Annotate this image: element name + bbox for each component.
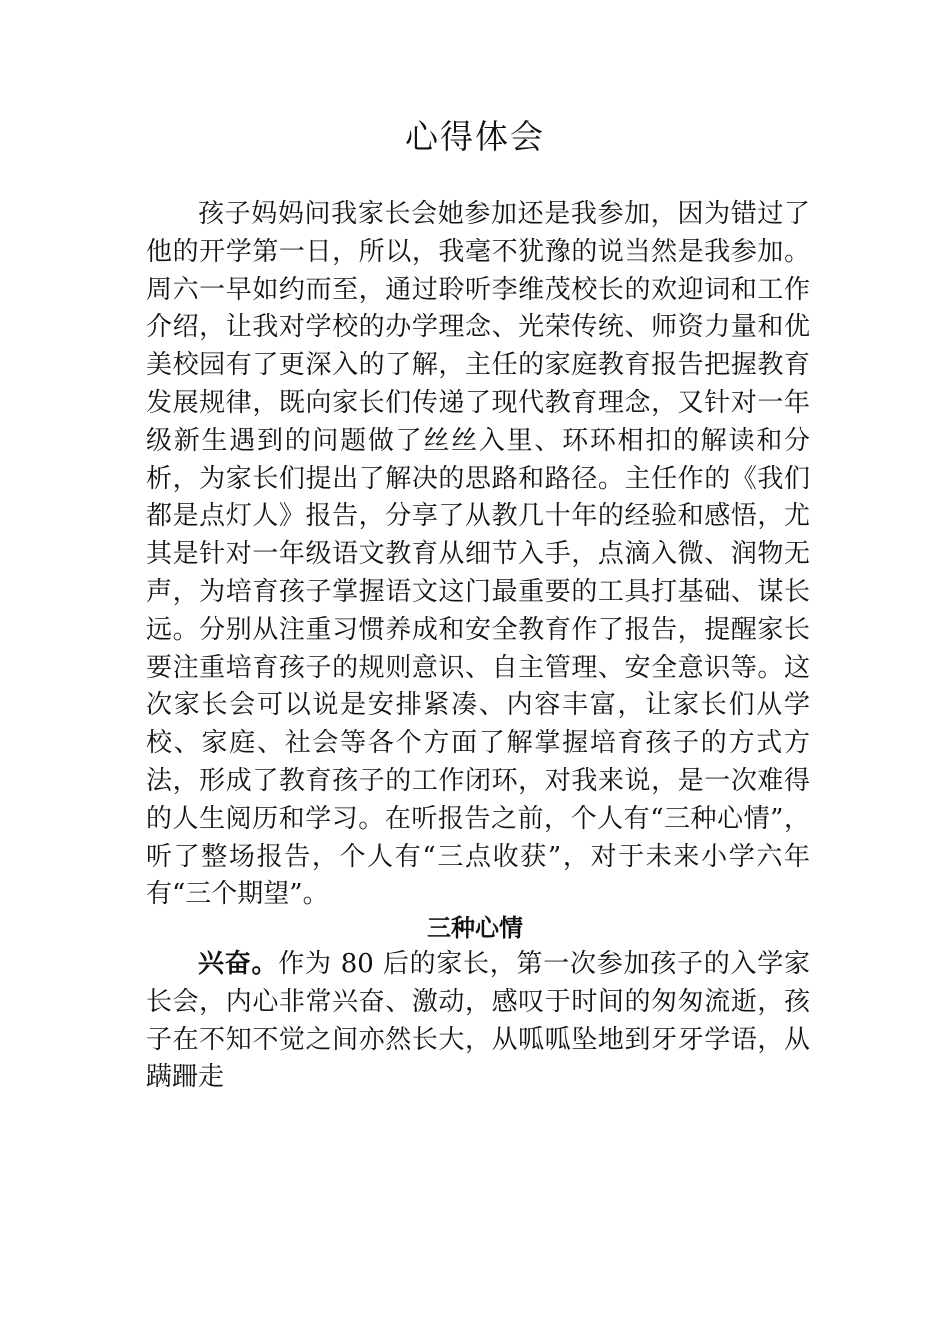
paragraph-intro: 孩子妈妈问我家长会她参加还是我参加，因为错过了他的开学第一日，所以，我毫不犹豫的说当然是我参加。周六一早如约而至，通过聆听李维茂校长的欢迎词和工作介绍，让我对学校的办学理念、光荣传统、师资力量和优美校园有了更深入的了解，主任的家庭教育报告把握教育发展规律，既向家长们传递了现代教育理念，又针对一年级新生遇到的问题做了丝丝入里、环环相扣的解读和分析，为家长们提出了解决的思路和路径。主任作的《我们都是点灯人》报告，分享了从教几十年的经验和感悟，尤其是针对一年级语文教育从细节入手，点滴入微、润物无声，为培育孩子掌握语文这门最重要的工具打基础、谋长远。分别从注重习惯养成和安全教育作了报告，提醒家长要注重培育孩子的规则意识、自主管理、安全意识等。这次家长会可以说是安排紧凑、内容丰富，让家长们从学校、家庭、社会等各个方面了解掌握培育孩子的方式方法，形成了教育孩子的工作闭环，对我来说，是一次难得的人生阅历和学习。在听报告之前，个人有“三种心情”，听了整场报告，个人有“三点收获”，对于未来小学六年有“三个期望”。 (146, 199, 810, 910)
document-title: 心得体会 (405, 117, 545, 156)
paragraph-excitement (146, 946, 810, 1097)
paragraph-lead-term: 兴奋。 (198, 949, 279, 979)
section-heading-three-moods: 三种心情 (427, 914, 523, 942)
paragraph-excitement-text: 作为 80 后的家长，第一次参加孩子的入学家长会，内心非常兴奋、激动，感叹于时间的匆匆流逝，孩子在不知不觉之间亦然长大，从呱呱坠地到牙牙学语，从蹒跚走 (146, 949, 810, 1093)
